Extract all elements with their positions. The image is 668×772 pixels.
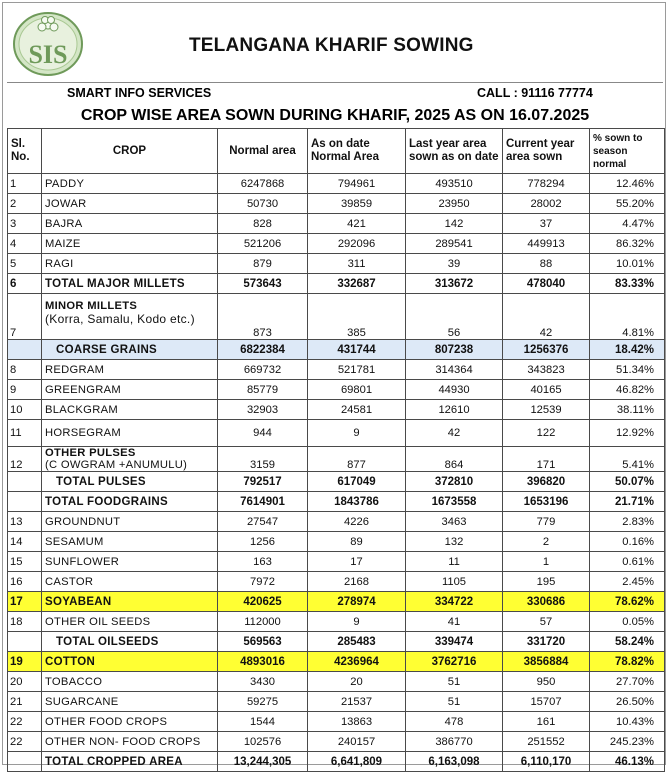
cell-current-year: 1653196 <box>503 492 590 512</box>
cell-sl-no: 13 <box>8 512 42 532</box>
cell-current-year: 171 <box>503 447 590 472</box>
cell-sl-no: 18 <box>8 612 42 632</box>
cell-crop-line2: (Korra, Samalu, Kodo etc.) <box>45 312 195 326</box>
cell-current-year: 195 <box>503 572 590 592</box>
table-header-row <box>8 129 665 174</box>
cell-normal-area: 50730 <box>218 194 308 214</box>
cell-as-on-date-normal: 240157 <box>308 732 406 752</box>
table-row <box>8 532 665 552</box>
cell-as-on-date-normal: 278974 <box>308 592 406 612</box>
page-title: TELANGANA KHARIF SOWING <box>189 35 474 56</box>
cell-sl-no <box>8 472 42 492</box>
cell-crop: JOWAR <box>42 194 218 214</box>
table-body <box>8 174 665 772</box>
cell-current-year: 1256376 <box>503 340 590 360</box>
table-row <box>8 254 665 274</box>
table-row <box>8 294 665 340</box>
cell-crop: TOTAL PULSES <box>42 472 218 492</box>
cell-pct-sown: 2.45% <box>590 572 665 592</box>
cell-normal-area: 6822384 <box>218 340 308 360</box>
cell-pct-sown: 38.11% <box>590 400 665 420</box>
cell-normal-area: 828 <box>218 214 308 234</box>
cell-last-year: 51 <box>406 692 503 712</box>
cell-pct-sown: 78.82% <box>590 652 665 672</box>
cell-sl-no: 10 <box>8 400 42 420</box>
report-header <box>3 3 665 83</box>
cell-as-on-date-normal: 794961 <box>308 174 406 194</box>
cell-current-year: 88 <box>503 254 590 274</box>
table-row <box>8 400 665 420</box>
svg-text:SIS: SIS <box>28 40 68 69</box>
cell-crop: REDGRAM <box>42 360 218 380</box>
cell-sl-no: 17 <box>8 592 42 612</box>
crop-area-table <box>7 128 665 772</box>
cell-as-on-date-normal: 24581 <box>308 400 406 420</box>
cell-last-year: 3463 <box>406 512 503 532</box>
cell-crop: SUGARCANE <box>42 692 218 712</box>
cell-last-year: 132 <box>406 532 503 552</box>
cell-pct-sown: 10.01% <box>590 254 665 274</box>
cell-sl-no: 15 <box>8 552 42 572</box>
table-row <box>8 632 665 652</box>
cell-current-year: 2 <box>503 532 590 552</box>
cell-last-year: 11 <box>406 552 503 572</box>
cell-as-on-date-normal: 9 <box>308 420 406 447</box>
cell-normal-area: 59275 <box>218 692 308 712</box>
cell-as-on-date-normal: 13863 <box>308 712 406 732</box>
cell-current-year: 28002 <box>503 194 590 214</box>
cell-pct-sown: 12.92% <box>590 420 665 447</box>
cell-normal-area: 521206 <box>218 234 308 254</box>
cell-normal-area: 7972 <box>218 572 308 592</box>
cell-sl-no: 6 <box>8 274 42 294</box>
cell-as-on-date-normal: 285483 <box>308 632 406 652</box>
cell-pct-sown: 2.83% <box>590 512 665 532</box>
cell-current-year: 779 <box>503 512 590 532</box>
cell-current-year: 950 <box>503 672 590 692</box>
table-row <box>8 612 665 632</box>
cell-sl-no: 16 <box>8 572 42 592</box>
cell-as-on-date-normal: 311 <box>308 254 406 274</box>
col-as-on-date-normal: As on date Normal Area <box>308 129 406 174</box>
cell-normal-area: 6247868 <box>218 174 308 194</box>
cell-crop: SOYABEAN <box>42 592 218 612</box>
cell-pct-sown: 26.50% <box>590 692 665 712</box>
cell-crop: TOTAL MAJOR MILLETS <box>42 274 218 294</box>
cell-current-year: 343823 <box>503 360 590 380</box>
cell-pct-sown: 5.41% <box>590 447 665 472</box>
cell-crop: BAJRA <box>42 214 218 234</box>
table-row <box>8 472 665 492</box>
cell-normal-area: 1256 <box>218 532 308 552</box>
cell-sl-no <box>8 752 42 772</box>
cell-current-year: 251552 <box>503 732 590 752</box>
table-row <box>8 552 665 572</box>
table-row <box>8 512 665 532</box>
cell-current-year: 161 <box>503 712 590 732</box>
cell-sl-no: 12 <box>8 447 42 472</box>
cell-crop: OTHER FOOD CROPS <box>42 712 218 732</box>
cell-current-year: 330686 <box>503 592 590 612</box>
cell-crop: COTTON <box>42 652 218 672</box>
cell-current-year: 40165 <box>503 380 590 400</box>
table-row <box>8 732 665 752</box>
cell-crop: GROUNDNUT <box>42 512 218 532</box>
cell-current-year: 42 <box>503 294 590 340</box>
call-number: CALL : 91116 77774 <box>477 86 593 100</box>
cell-sl-no: 22 <box>8 712 42 732</box>
cell-crop: CASTOR <box>42 572 218 592</box>
cell-crop: PADDY <box>42 174 218 194</box>
table-row <box>8 712 665 732</box>
report-sheet <box>2 2 666 768</box>
table-row <box>8 652 665 672</box>
cell-crop: BLACKGRAM <box>42 400 218 420</box>
col-sl-no: Sl. No. <box>8 129 42 174</box>
cell-normal-area: 27547 <box>218 512 308 532</box>
cell-crop: GREENGRAM <box>42 380 218 400</box>
cell-current-year: 478040 <box>503 274 590 294</box>
cell-as-on-date-normal: 20 <box>308 672 406 692</box>
cell-pct-sown: 78.62% <box>590 592 665 612</box>
col-current-year: Current year area sown <box>503 129 590 174</box>
cell-pct-sown: 21.71% <box>590 492 665 512</box>
table-row <box>8 592 665 612</box>
contact-band <box>7 82 663 105</box>
table-row <box>8 174 665 194</box>
cell-normal-area: 13,244,305 <box>218 752 308 772</box>
cell-sl-no: 2 <box>8 194 42 214</box>
cell-as-on-date-normal: 431744 <box>308 340 406 360</box>
cell-as-on-date-normal: 1843786 <box>308 492 406 512</box>
cell-current-year: 1 <box>503 552 590 572</box>
cell-normal-area: 873 <box>218 294 308 340</box>
table-row <box>8 380 665 400</box>
table-row <box>8 420 665 447</box>
cell-sl-no <box>8 492 42 512</box>
cell-pct-sown: 0.16% <box>590 532 665 552</box>
col-normal-area: Normal area <box>218 129 308 174</box>
cell-as-on-date-normal: 2168 <box>308 572 406 592</box>
col-crop: CROP <box>42 129 218 174</box>
report-subtitle: CROP WISE AREA SOWN DURING KHARIF, 2025 AS ON 16.07.2025 <box>7 104 663 128</box>
cell-normal-area: 3430 <box>218 672 308 692</box>
cell-last-year: 339474 <box>406 632 503 652</box>
table-row <box>8 274 665 294</box>
cell-normal-area: 112000 <box>218 612 308 632</box>
cell-crop: TOTAL CROPPED AREA <box>42 752 218 772</box>
cell-sl-no <box>8 340 42 360</box>
cell-last-year: 23950 <box>406 194 503 214</box>
cell-current-year: 122 <box>503 420 590 447</box>
cell-pct-sown: 86.32% <box>590 234 665 254</box>
table-row <box>8 692 665 712</box>
table-row <box>8 492 665 512</box>
table-row <box>8 234 665 254</box>
cell-crop: MAIZE <box>42 234 218 254</box>
cell-as-on-date-normal: 617049 <box>308 472 406 492</box>
cell-normal-area: 573643 <box>218 274 308 294</box>
cell-sl-no: 7 <box>8 294 42 340</box>
cell-as-on-date-normal: 21537 <box>308 692 406 712</box>
cell-pct-sown: 0.61% <box>590 552 665 572</box>
cell-sl-no: 22 <box>8 732 42 752</box>
col-last-year: Last year area sown as on date <box>406 129 503 174</box>
cell-as-on-date-normal: 4226 <box>308 512 406 532</box>
cell-pct-sown: 0.05% <box>590 612 665 632</box>
cell-last-year: 807238 <box>406 340 503 360</box>
cell-pct-sown: 83.33% <box>590 274 665 294</box>
cell-last-year: 1105 <box>406 572 503 592</box>
cell-last-year: 864 <box>406 447 503 472</box>
cell-crop <box>42 447 218 472</box>
cell-pct-sown: 10.43% <box>590 712 665 732</box>
cell-crop: RAGI <box>42 254 218 274</box>
cell-sl-no: 20 <box>8 672 42 692</box>
cell-current-year: 57 <box>503 612 590 632</box>
cell-last-year: 41 <box>406 612 503 632</box>
cell-last-year: 386770 <box>406 732 503 752</box>
cell-crop: TOTAL FOODGRAINS <box>42 492 218 512</box>
cell-sl-no: 1 <box>8 174 42 194</box>
cell-crop-line1: MINOR MILLETS <box>45 300 138 312</box>
cell-current-year: 12539 <box>503 400 590 420</box>
cell-normal-area: 944 <box>218 420 308 447</box>
table-row <box>8 194 665 214</box>
cell-crop: HORSEGRAM <box>42 420 218 447</box>
cell-sl-no: 8 <box>8 360 42 380</box>
cell-as-on-date-normal: 9 <box>308 612 406 632</box>
cell-sl-no: 5 <box>8 254 42 274</box>
cell-pct-sown: 46.13% <box>590 752 665 772</box>
cell-as-on-date-normal: 421 <box>308 214 406 234</box>
cell-crop: COARSE GRAINS <box>42 340 218 360</box>
cell-crop <box>42 294 218 340</box>
cell-crop: OTHER OIL SEEDS <box>42 612 218 632</box>
cell-crop: SESAMUM <box>42 532 218 552</box>
cell-last-year: 1673558 <box>406 492 503 512</box>
cell-current-year: 37 <box>503 214 590 234</box>
cell-last-year: 314364 <box>406 360 503 380</box>
cell-pct-sown: 18.42% <box>590 340 665 360</box>
cell-current-year: 449913 <box>503 234 590 254</box>
cell-normal-area: 4893016 <box>218 652 308 672</box>
cell-normal-area: 879 <box>218 254 308 274</box>
cell-last-year: 334722 <box>406 592 503 612</box>
cell-normal-area: 32903 <box>218 400 308 420</box>
cell-pct-sown: 46.82% <box>590 380 665 400</box>
cell-sl-no: 11 <box>8 420 42 447</box>
cell-crop-line1: OTHER PULSES <box>45 447 136 459</box>
cell-pct-sown: 50.07% <box>590 472 665 492</box>
cell-last-year: 56 <box>406 294 503 340</box>
cell-last-year: 12610 <box>406 400 503 420</box>
cell-pct-sown: 12.46% <box>590 174 665 194</box>
cell-pct-sown: 58.24% <box>590 632 665 652</box>
cell-as-on-date-normal: 17 <box>308 552 406 572</box>
cell-last-year: 313672 <box>406 274 503 294</box>
cell-as-on-date-normal: 69801 <box>308 380 406 400</box>
cell-as-on-date-normal: 292096 <box>308 234 406 254</box>
cell-as-on-date-normal: 6,641,809 <box>308 752 406 772</box>
col-pct-sown: % sown to season normal <box>590 129 665 174</box>
cell-normal-area: 7614901 <box>218 492 308 512</box>
cell-as-on-date-normal: 332687 <box>308 274 406 294</box>
table-row <box>8 572 665 592</box>
table-row <box>8 447 665 472</box>
cell-current-year: 396820 <box>503 472 590 492</box>
cell-current-year: 3856884 <box>503 652 590 672</box>
cell-normal-area: 420625 <box>218 592 308 612</box>
table-row <box>8 672 665 692</box>
cell-last-year: 51 <box>406 672 503 692</box>
table-row <box>8 214 665 234</box>
cell-crop: TOBACCO <box>42 672 218 692</box>
cell-crop-line2: (C OWGRAM +ANUMULU) <box>45 459 188 471</box>
cell-pct-sown: 4.47% <box>590 214 665 234</box>
cell-normal-area: 669732 <box>218 360 308 380</box>
cell-sl-no: 9 <box>8 380 42 400</box>
cell-as-on-date-normal: 4236964 <box>308 652 406 672</box>
table-row <box>8 752 665 772</box>
cell-last-year: 493510 <box>406 174 503 194</box>
cell-as-on-date-normal: 521781 <box>308 360 406 380</box>
cell-last-year: 3762716 <box>406 652 503 672</box>
cell-sl-no: 4 <box>8 234 42 254</box>
cell-normal-area: 3159 <box>218 447 308 472</box>
sis-logo <box>12 11 84 77</box>
cell-as-on-date-normal: 39859 <box>308 194 406 214</box>
cell-normal-area: 163 <box>218 552 308 572</box>
cell-pct-sown: 27.70% <box>590 672 665 692</box>
cell-sl-no: 21 <box>8 692 42 712</box>
table-row <box>8 360 665 380</box>
cell-sl-no: 14 <box>8 532 42 552</box>
cell-as-on-date-normal: 89 <box>308 532 406 552</box>
cell-as-on-date-normal: 877 <box>308 447 406 472</box>
cell-normal-area: 85779 <box>218 380 308 400</box>
cell-last-year: 372810 <box>406 472 503 492</box>
cell-current-year: 6,110,170 <box>503 752 590 772</box>
cell-normal-area: 792517 <box>218 472 308 492</box>
cell-normal-area: 569563 <box>218 632 308 652</box>
cell-crop: SUNFLOWER <box>42 552 218 572</box>
cell-pct-sown: 245.23% <box>590 732 665 752</box>
cell-current-year: 778294 <box>503 174 590 194</box>
cell-pct-sown: 55.20% <box>590 194 665 214</box>
cell-last-year: 6,163,098 <box>406 752 503 772</box>
cell-normal-area: 102576 <box>218 732 308 752</box>
cell-last-year: 42 <box>406 420 503 447</box>
cell-pct-sown: 51.34% <box>590 360 665 380</box>
cell-last-year: 39 <box>406 254 503 274</box>
cell-as-on-date-normal: 385 <box>308 294 406 340</box>
cell-sl-no <box>8 632 42 652</box>
cell-crop: OTHER NON- FOOD CROPS <box>42 732 218 752</box>
organization-name: SMART INFO SERVICES <box>67 86 212 100</box>
cell-current-year: 15707 <box>503 692 590 712</box>
cell-last-year: 289541 <box>406 234 503 254</box>
cell-sl-no: 3 <box>8 214 42 234</box>
cell-last-year: 44930 <box>406 380 503 400</box>
cell-sl-no: 19 <box>8 652 42 672</box>
cell-normal-area: 1544 <box>218 712 308 732</box>
cell-current-year: 331720 <box>503 632 590 652</box>
cell-crop: TOTAL OILSEEDS <box>42 632 218 652</box>
cell-last-year: 478 <box>406 712 503 732</box>
cell-last-year: 142 <box>406 214 503 234</box>
cell-pct-sown: 4.81% <box>590 294 665 340</box>
table-row <box>8 340 665 360</box>
